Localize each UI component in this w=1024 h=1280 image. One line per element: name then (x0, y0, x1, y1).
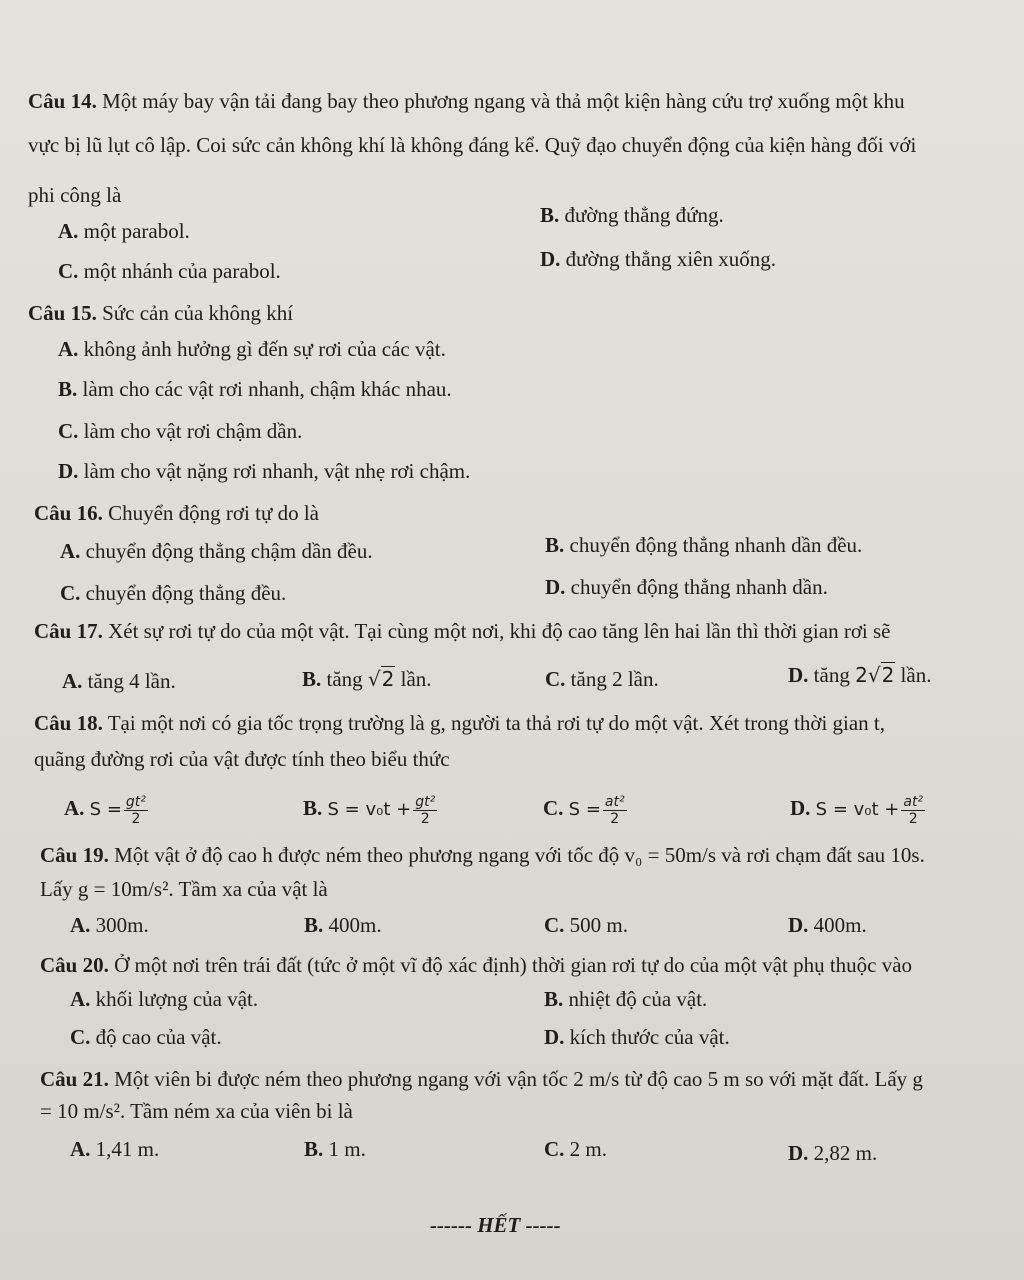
item-label: C. (58, 419, 79, 443)
q21-option-d: D. 2,82 m. (788, 1141, 878, 1165)
item-label: Câu 14. (28, 89, 97, 113)
q17-d-radicand: 2 (881, 663, 895, 687)
item-label: Câu 17. (34, 619, 103, 643)
q17-d-suffix: lần. (900, 663, 932, 687)
q16-option-d: D. chuyển động thẳng nhanh dần. (545, 575, 828, 599)
item-label: A. (70, 987, 91, 1011)
q21-line1: Câu 21. Một viên bi được ném theo phương ngang với vận tốc 2 m/s từ độ cao 5 m so với mặt đất. Lấy g (40, 1067, 923, 1091)
q18-c-denominator: 2 (610, 810, 620, 827)
q17-line1: Câu 17. Xét sự rơi tự do của một vật. Tại cùng một nơi, khi độ cao tăng lên hai lần thì thời gian rơi sẽ (34, 619, 891, 643)
q15-line1: Câu 15. Sức cản của không khí (28, 301, 294, 325)
q17-option-b (302, 666, 432, 692)
q16-option-a: A. chuyển động thẳng chậm dần đều. (60, 539, 373, 563)
sqrt-symbol: √2 (367, 667, 395, 691)
q17-d-coefficient: 2 (855, 663, 868, 687)
item-label: C. (58, 259, 79, 283)
item-label: D. (788, 1141, 809, 1165)
q18-line2: quãng đường rơi của vật được tính theo biểu thức (34, 747, 450, 771)
item-label: Câu 16. (34, 501, 103, 525)
q17-d-prefix: D. tăng (788, 663, 850, 687)
item-label: C. (544, 1137, 565, 1161)
q14-option-b: B. đường thẳng đứng. (540, 203, 724, 227)
q18-c-label: C. (543, 796, 564, 820)
q18-option-d (790, 788, 927, 830)
q15-option-c: C. làm cho vật rơi chậm dần. (58, 419, 303, 443)
q18-b-lhs: S = v₀t + (327, 799, 412, 820)
q18-b-label: B. (303, 796, 323, 820)
q19-line1: Câu 19. Một vật ở độ cao h được ném theo phương ngang với tốc độ v₀ = 50m/s và rơi chạm đất sau 10s. (40, 843, 925, 867)
item-label: D. (540, 247, 561, 271)
item-label: Câu 21. (40, 1067, 109, 1091)
item-label: D. (788, 663, 809, 687)
q14-line2: vực bị lũ lụt cô lập. Coi sức cản không khí là không đáng kể. Quỹ đạo chuyển động của kiện hàng đối với (28, 133, 917, 157)
item-label: A. (60, 539, 81, 563)
item-label: B. (58, 377, 78, 401)
q14-line1: Câu 14. Một máy bay vận tải đang bay theo phương ngang và thả một kiện hàng cứu trợ xuống một khu (28, 89, 905, 113)
q19-option-c: C. 500 m. (544, 913, 629, 937)
q14-option-c: C. một nhánh của parabol. (58, 259, 281, 283)
q19-option-a: A. 300m. (70, 913, 149, 937)
q18-a-lhs: S = (89, 799, 122, 820)
q18-d-denominator: 2 (908, 810, 918, 827)
item-label: D. (788, 913, 809, 937)
q21-option-b: B. 1 m. (304, 1137, 366, 1161)
q20-option-b: B. nhiệt độ của vật. (544, 987, 708, 1011)
q18-a-label: A. (64, 796, 85, 820)
item-label: C. (70, 1025, 91, 1049)
item-label: C. (545, 667, 566, 691)
q18-a-numerator: gt² (125, 793, 146, 810)
item-label: A. (58, 219, 79, 243)
q14-option-d: D. đường thẳng xiên xuống. (540, 247, 776, 271)
item-label: A. (62, 669, 83, 693)
q21-option-a: A. 1,41 m. (70, 1137, 160, 1161)
q16-line1: Câu 16. Chuyển động rơi tự do là (34, 501, 319, 525)
q18-d-fraction (901, 794, 925, 827)
item-label: A. (70, 913, 91, 937)
q17-b-suffix: lần. (400, 667, 432, 691)
q18-option-c (543, 788, 629, 830)
q17-option-c: C. tăng 2 lần. (545, 667, 659, 691)
q15-option-d: D. làm cho vật nặng rơi nhanh, vật nhẹ rơi chậm. (58, 459, 471, 483)
q20-option-c: C. độ cao của vật. (70, 1025, 222, 1049)
q14-option-a: A. một parabol. (58, 219, 190, 243)
item-label: Câu 18. (34, 711, 103, 735)
q18-c-fraction (603, 794, 627, 827)
q20-option-a: A. khối lượng của vật. (70, 987, 259, 1011)
q19-option-d: D. 400m. (788, 913, 867, 937)
q18-b-numerator: gt² (415, 793, 436, 810)
item-label: B. (302, 667, 322, 691)
sqrt-symbol: √2 (867, 663, 895, 687)
q18-c-numerator: at² (604, 793, 625, 810)
q21-line2: = 10 m/s². Tầm ném xa của viên bi là (40, 1099, 353, 1123)
end-marker: ------ HẾT ----- (430, 1213, 561, 1237)
item-label: D. (544, 1025, 565, 1049)
q18-line1: Câu 18. Tại một nơi có gia tốc trọng trường là g, người ta thả rơi tự do một vật. Xét trong thời gian t, (34, 711, 886, 735)
q18-option-b (303, 788, 439, 830)
q18-option-a (64, 788, 150, 830)
q16-option-b: B. chuyển động thẳng nhanh dần đều. (545, 533, 863, 557)
q21-option-c: C. 2 m. (544, 1137, 608, 1161)
q17-option-d (788, 662, 931, 688)
q19-option-b: B. 400m. (304, 913, 382, 937)
q20-line1: Câu 20. Ở một nơi trên trái đất (tức ở một vĩ độ xác định) thời gian rơi tự do của một vật phụ thuộc vào (40, 953, 913, 977)
q20-option-d: D. kích thước của vật. (544, 1025, 730, 1049)
item-label: C. (60, 581, 81, 605)
item-label: D. (58, 459, 79, 483)
item-label: B. (540, 203, 560, 227)
q18-b-fraction (413, 794, 437, 827)
item-label: B. (304, 1137, 324, 1161)
item-label: D. (545, 575, 566, 599)
item-label: Câu 15. (28, 301, 97, 325)
q18-d-label: D. (790, 796, 811, 820)
q17-b-radicand: 2 (381, 667, 395, 691)
item-label: B. (304, 913, 324, 937)
item-label: A. (58, 337, 79, 361)
q14-line3: phi công là (28, 183, 122, 207)
q17-b-prefix: B. tăng (302, 667, 363, 691)
item-label: C. (544, 913, 565, 937)
q15-option-a: A. không ảnh hưởng gì đến sự rơi của các vật. (58, 337, 446, 361)
q18-b-denominator: 2 (420, 810, 430, 827)
q18-c-lhs: S = (568, 799, 601, 820)
q18-d-numerator: at² (903, 793, 924, 810)
q18-a-denominator: 2 (131, 810, 141, 827)
item-label: Câu 20. (40, 953, 109, 977)
item-label: B. (544, 987, 564, 1011)
q15-option-b: B. làm cho các vật rơi nhanh, chậm khác nhau. (58, 377, 452, 401)
q19-line2: Lấy g = 10m/s². Tầm xa của vật là (40, 877, 328, 901)
q17-option-a: A. tăng 4 lần. (62, 669, 176, 693)
q18-a-fraction (124, 794, 148, 827)
item-label: Câu 19. (40, 843, 109, 867)
item-label: A. (70, 1137, 91, 1161)
q16-option-c: C. chuyển động thẳng đều. (60, 581, 287, 605)
item-label: B. (545, 533, 565, 557)
q18-d-lhs: S = v₀t + (815, 799, 900, 820)
